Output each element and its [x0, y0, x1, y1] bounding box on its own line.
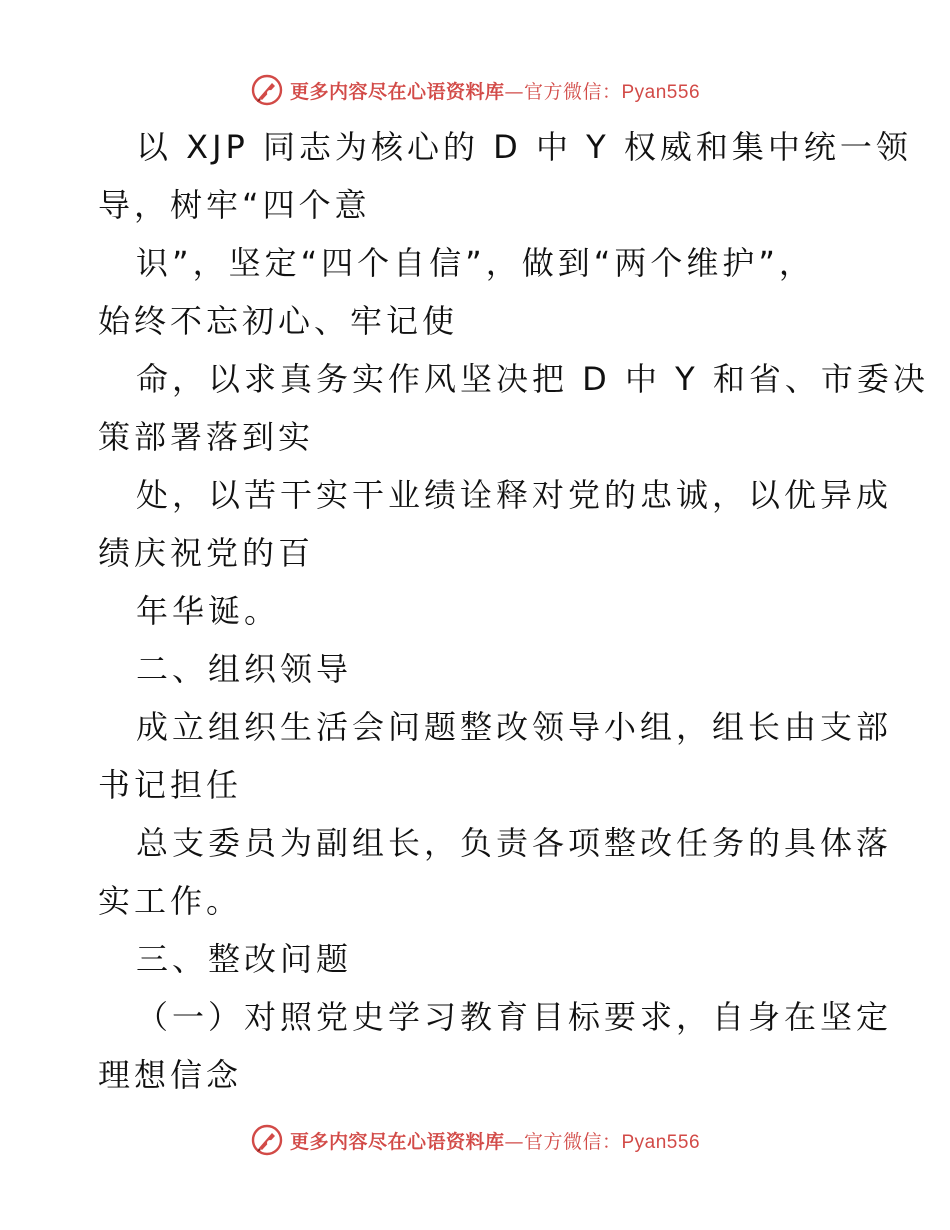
body-line: 处，以苦干实干业绩诠释对党的忠诚，以优异成 [136, 476, 893, 514]
body-line: 命，以求真务实作风坚决把 D 中 Y 和省、市委决 [136, 360, 929, 398]
section-heading: 二、组织领导 [136, 650, 353, 688]
document-body [98, 118, 929, 1104]
body-line: 总支委员为副组长，负责各项整改任务的具体落 [136, 824, 893, 862]
body-line: 年华诞。 [136, 592, 281, 630]
watermark-wechat-id: Pyan556 [621, 1131, 701, 1153]
body-line: 以 XJP 同志为核心的 D 中 Y 权威和集中统一领 [136, 128, 912, 166]
watermark-main: 更多内容尽在心语资料库 [289, 1130, 505, 1153]
pen-logo-icon [250, 73, 284, 107]
body-line: 实工作。 [98, 882, 243, 920]
pen-logo-icon [250, 1123, 284, 1157]
footer-watermark [0, 1120, 950, 1160]
watermark-main: 更多内容尽在心语资料库 [289, 80, 505, 103]
watermark-text [290, 1127, 700, 1154]
body-line: （一）对照党史学习教育目标要求，自身在坚定 [136, 998, 893, 1036]
body-line: 识”，坚定“四个自信”，做到“两个维护”， [136, 244, 815, 282]
watermark-separator: —官方微信： [504, 80, 622, 103]
body-line: 策部署落到实 [98, 418, 315, 456]
watermark-separator: —官方微信： [504, 1130, 622, 1153]
section-heading: 三、整改问题 [136, 940, 353, 978]
header-watermark [0, 70, 950, 110]
body-line: 始终不忘初心、牢记使 [98, 302, 459, 340]
body-line: 绩庆祝党的百 [98, 534, 315, 572]
body-line: 导，树牢“四个意 [98, 186, 371, 224]
body-line: 书记担任 [98, 766, 243, 804]
body-line: 成立组织生活会问题整改领导小组，组长由支部 [136, 708, 893, 746]
watermark-wechat-id: Pyan556 [621, 81, 701, 103]
watermark-text [290, 77, 700, 104]
body-line: 理想信念 [98, 1056, 243, 1094]
